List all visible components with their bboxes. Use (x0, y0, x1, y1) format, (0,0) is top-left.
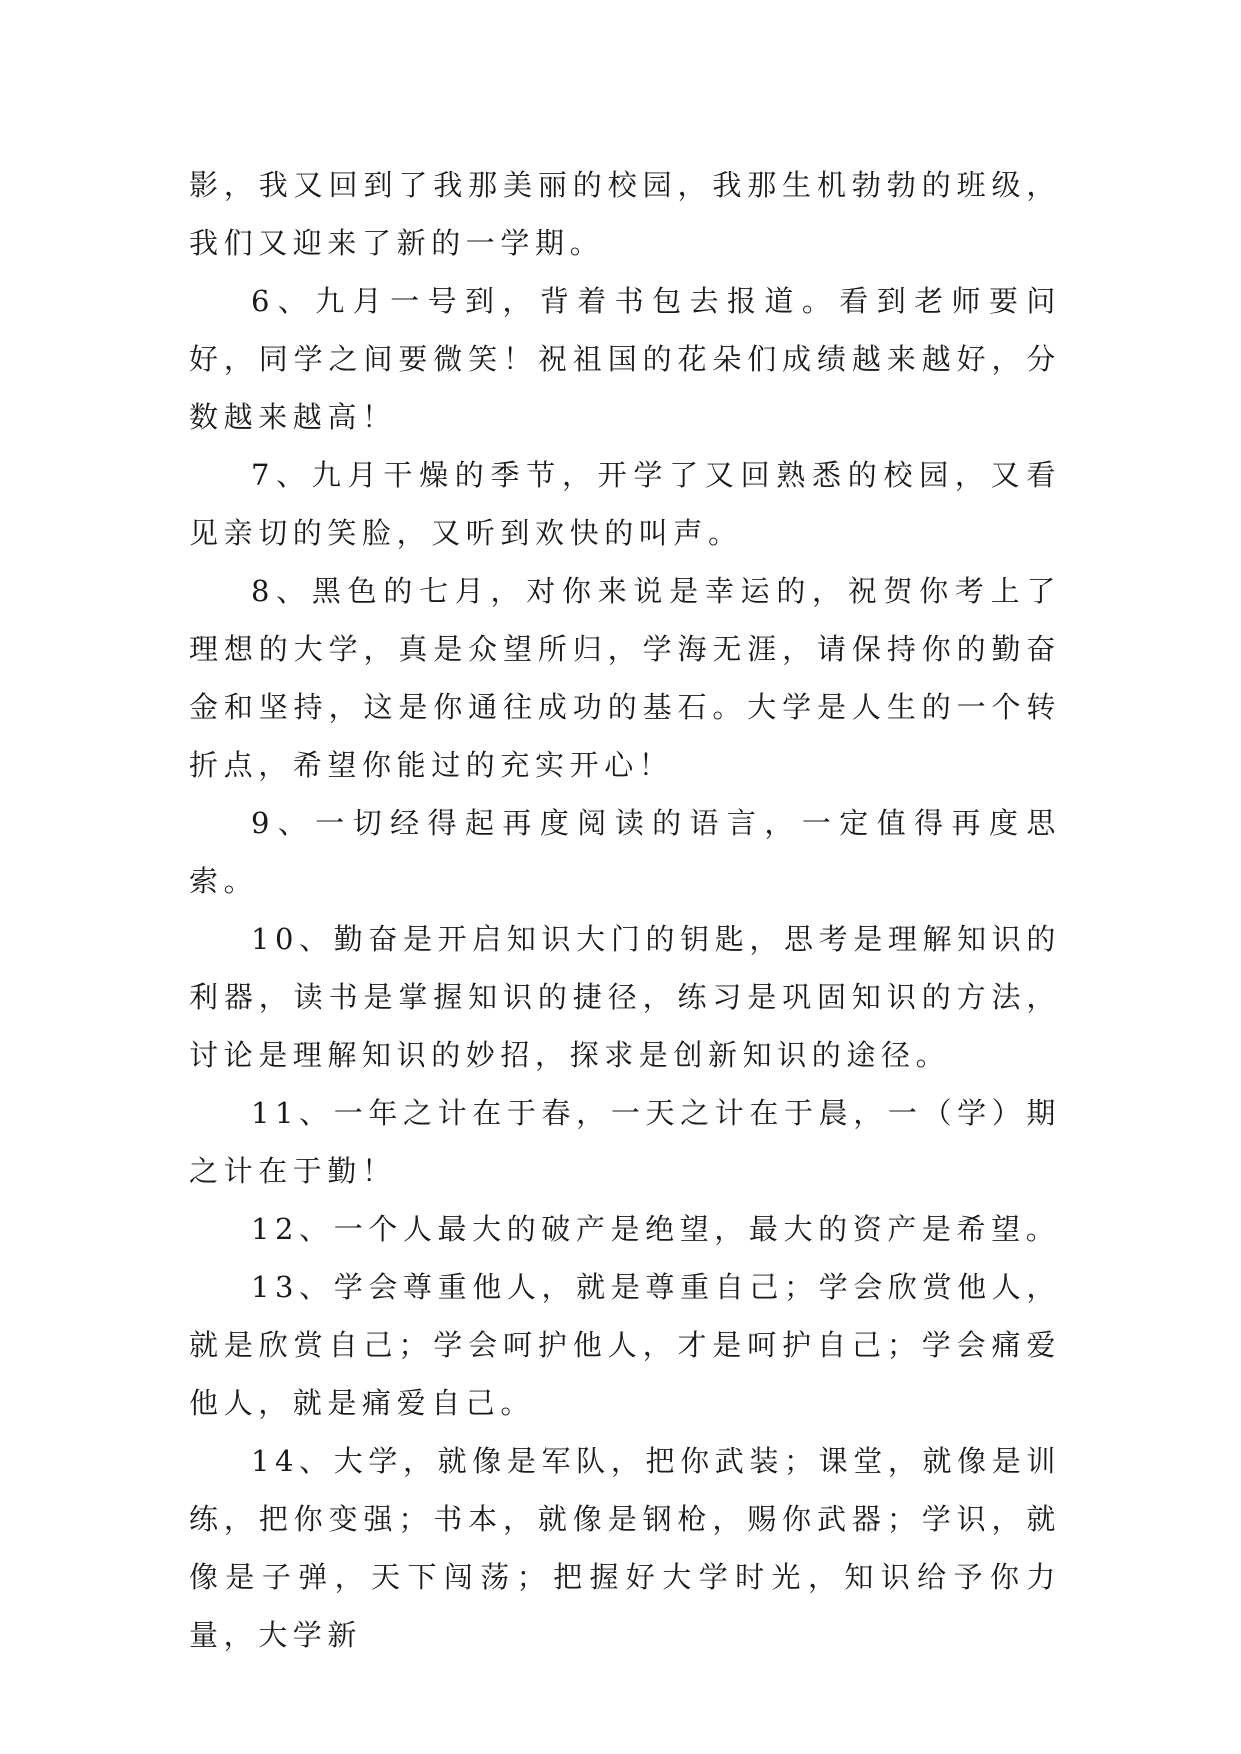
paragraph-12: 12、一个人最大的破产是绝望，最大的资产是希望。 (251, 1212, 1061, 1246)
paragraph-14: 14、大学，就像是军队，把你武装；课堂，就像是训练，把你变强；书本，就像是钢枪，赐你武器；学识，就像是子弹，天下闯荡；把握好大学时光，知识给予你力量，大学新 (189, 1444, 1061, 1652)
paragraph-7: 7、九月干燥的季节，开学了又回熟悉的校园，又看见亲切的笑脸，又听到欢快的叫声。 (189, 458, 1061, 550)
paragraph-11: 11、一年之计在于春，一天之计在于晨，一（学）期之计在于勤！ (189, 1096, 1061, 1188)
paragraph-9: 9、一切经得起再度阅读的语言，一定值得再度思索。 (189, 806, 1061, 898)
paragraph-13: 13、学会尊重他人，就是尊重自己；学会欣赏他人，就是欣赏自己；学会呵护他人，才是呵护自己；学会痛爱他人，就是痛爱自己。 (189, 1270, 1061, 1420)
paragraph-continuation: 影，我又回到了我那美丽的校园，我那生机勃勃的班级，我们又迎来了新的一学期。 (189, 168, 1061, 260)
paragraph-6: 6、九月一号到，背着书包去报道。看到老师要问好，同学之间要微笑！祝祖国的花朵们成绩越来越好，分数越来越高！ (189, 284, 1061, 434)
paragraph-8: 8、黑色的七月，对你来说是幸运的，祝贺你考上了理想的大学，真是众望所归，学海无涯，请保持你的勤奋金和坚持，这是你通往成功的基石。大学是人生的一个转折点，希望你能过的充实开心！ (189, 574, 1061, 782)
document-body (189, 156, 1061, 1664)
paragraph-10: 10、勤奋是开启知识大门的钥匙，思考是理解知识的利器，读书是掌握知识的捷径，练习是巩固知识的方法，讨论是理解知识的妙招，探求是创新知识的途径。 (189, 922, 1061, 1072)
